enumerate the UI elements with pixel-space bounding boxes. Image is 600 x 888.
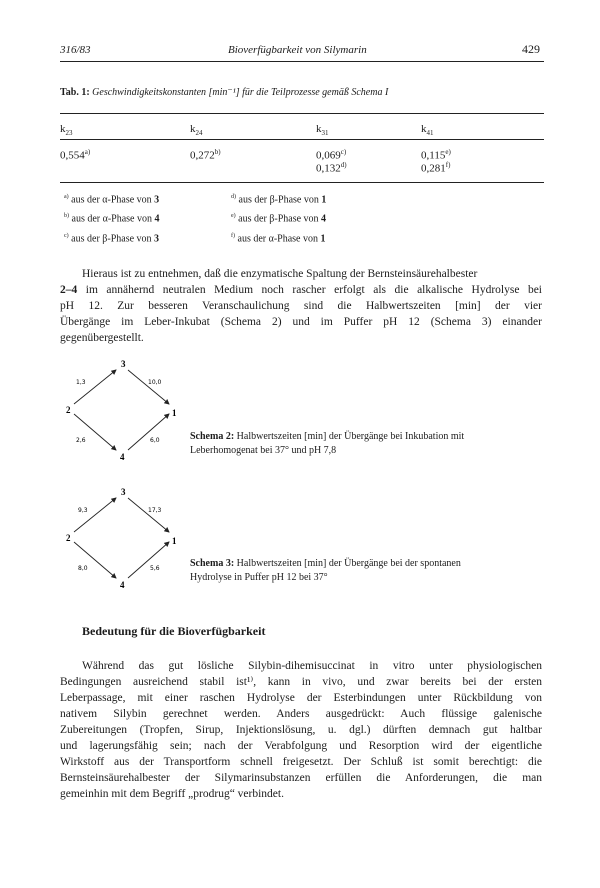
cell-k23: 0,554$^{a)}$ xyxy=(60,148,91,162)
schema-3-caption xyxy=(190,557,544,585)
header-running-title: Bioverfügbarkeit von Silymarin xyxy=(228,44,367,56)
paragraph-1-line-4: Übergänge im Leber-Inkubat (Schema 2) und im Puffer pH 12 (Schema 3) einander xyxy=(60,316,542,328)
paragraph-2-line-5: Zubereitungen (Tropfen, Sirup, Injektionslösung, u. dgl.) dürften demnach gut haltbar xyxy=(60,724,542,736)
paragraph-1-line-5: gegenübergestellt. xyxy=(60,332,144,344)
paragraph-2-line-8: Bernsteinsäurehalbester der Silymarinsubstanzen erfüllen die Anforderungen, die man xyxy=(60,772,542,784)
header-journal-ref: 316/83 xyxy=(60,44,91,56)
section-heading: Bedeutung für die Bioverfügbarkeit xyxy=(82,624,266,638)
schema-2-diagram xyxy=(62,358,188,470)
schema-3-label-3-1: 17,3 xyxy=(148,507,162,514)
schema-3-label-4-1: 5,6 xyxy=(150,565,160,572)
arrow-2-to-3 xyxy=(74,370,116,404)
arrow-4-to-1 xyxy=(128,542,169,578)
table-header-rule xyxy=(60,139,544,140)
schema-2-label-2-4: 2,6 xyxy=(76,437,86,444)
schema-2-label-4-1: 6,0 xyxy=(150,437,160,444)
paragraph-2-line-4: nativem Silybin gerechnet werden. Anders ausgedrückt: Auch flüssige galenische xyxy=(60,708,542,720)
paragraph-1 xyxy=(60,266,542,346)
schema-2-caption xyxy=(190,430,544,458)
cell-k41-2: 0,281$^{f)}$ xyxy=(421,161,451,175)
paragraph-2-line-3: Leberpassage, mit einer raschen Hydrolyse der Esterbindungen unter Rückbildung von xyxy=(60,692,542,704)
schema-3-node-1: 1 xyxy=(172,536,177,546)
paragraph-2-line-1: Während das gut lösliche Silybin-dihemisuccinat in vitro unter physiologischen xyxy=(82,660,542,672)
schema-3-caption-line-2: Hydrolyse in Puffer pH 12 bei 37° xyxy=(190,572,328,583)
paragraph-2-line-9: gemeinhin mit dem Begriff „prodrug“ verbindet. xyxy=(60,788,284,800)
table-caption-prefix: Tab. 1: xyxy=(60,87,90,98)
paragraph-2 xyxy=(60,658,542,802)
arrow-3-to-1 xyxy=(128,370,169,404)
cell-k41-1: 0,115$^{e)}$ xyxy=(421,148,451,162)
schema-2-caption-line-2: Leberhomogenat bei 37° und pH 7,8 xyxy=(190,445,337,456)
schema-3-node-3: 3 xyxy=(121,487,126,497)
arrow-2-to-4 xyxy=(74,542,116,578)
schema-2-node-4: 4 xyxy=(120,452,125,462)
footnote-e: $^{e)}$ aus der β-Phase von 4 xyxy=(231,213,327,225)
cell-k31-1: 0,069$^{c)}$ xyxy=(316,148,347,162)
col-header-k31: $k_{31}$ xyxy=(316,123,329,138)
arrow-2-to-3 xyxy=(74,498,116,532)
footnote-f: $^{f)}$ aus der α-Phase von 1 xyxy=(231,233,326,245)
col-header-k24: $k_{24}$ xyxy=(190,123,203,138)
paragraph-2-line-2: Bedingungen ausreichend stabil ist¹⁾, kann in vivo, und zwar bereits bei der ersten xyxy=(60,676,542,688)
paragraph-1-line-3: pH 12. Zur besseren Veranschaulichung sind die Halbwertszeiten [min] der vier xyxy=(60,300,542,312)
paragraph-2-line-6: und lagerungsfähig sein; nach der Verabfolgung und Resorption wird der eigentliche xyxy=(60,740,542,752)
col-header-k23: $k_{23}$ xyxy=(60,123,73,138)
schema-2-caption-line-1: Schema 2: Halbwertszeiten [min] der Übergänge bei Inkubation mit xyxy=(190,431,465,442)
footnote-b: $^{b)}$ aus der α-Phase von 4 xyxy=(64,213,160,225)
schema-2-node-1: 1 xyxy=(172,408,177,418)
cell-k31-2: 0,132$^{d)}$ xyxy=(316,161,347,175)
page-number: 429 xyxy=(522,42,540,56)
schema-3-caption-line-1: Schema 3: Halbwertszeiten [min] der Übergänge bei der spontanen xyxy=(190,558,461,569)
schema-3-node-4: 4 xyxy=(120,580,125,590)
arrow-4-to-1 xyxy=(128,414,169,450)
table-caption xyxy=(60,87,388,98)
footnote-a: $^{a)}$ aus der α-Phase von 3 xyxy=(64,194,160,206)
footnote-c: $^{c)}$ aus der β-Phase von 3 xyxy=(64,233,160,245)
schema-3-label-2-4: 8,0 xyxy=(78,565,88,572)
paragraph-1-line-1: Hieraus ist zu entnehmen, daß die enzymatische Spaltung der Bernsteinsäurehalbester xyxy=(82,268,478,280)
schema-3-diagram xyxy=(62,486,188,598)
paragraph-1-line-2: 2–4 im annähernd neutralen Medium noch rascher erfolgt als die alkalische Hydrolyse bei xyxy=(60,284,542,296)
arrow-3-to-1 xyxy=(128,498,169,532)
table-top-rule xyxy=(60,113,544,114)
schema-2-node-2: 2 xyxy=(66,405,71,415)
col-header-k41: $k_{41}$ xyxy=(421,123,434,138)
schema-2-label-3-1: 10,0 xyxy=(148,379,162,386)
header-rule xyxy=(60,61,544,62)
schema-3-node-2: 2 xyxy=(66,533,71,543)
table-caption-text: Geschwindigkeitskonstanten [min⁻¹] für die Teilprozesse gemäß Schema I xyxy=(92,87,389,98)
schema-3-label-2-3: 9,3 xyxy=(78,507,88,514)
arrow-2-to-4 xyxy=(74,414,116,450)
schema-2-label-2-3: 1,3 xyxy=(76,379,86,386)
table-bottom-rule xyxy=(60,182,544,183)
footnote-d: $^{d)}$ aus der β-Phase von 1 xyxy=(231,194,327,206)
schema-2-node-3: 3 xyxy=(121,359,126,369)
paragraph-2-line-7: Wirkstoff aus der Transportform schnell freigesetzt. Der Schluß ist somit berechtigt: die xyxy=(60,756,542,768)
cell-k24: 0,272$^{b)}$ xyxy=(190,148,221,162)
